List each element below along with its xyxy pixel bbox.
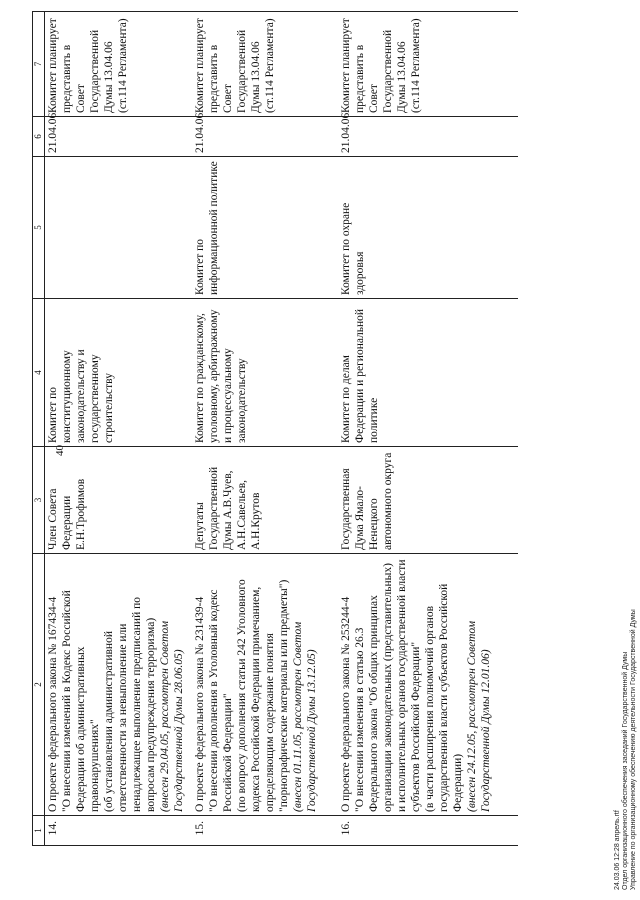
bills-table bbox=[32, 11, 518, 846]
directorate-name: Управление по организационному обеспечению деятельности Государственной Думы bbox=[630, 609, 637, 890]
column-number: 4 bbox=[33, 299, 45, 447]
row-number: 15. bbox=[192, 816, 338, 846]
bill-subject: (об установлении административной ответственности за невыполнение или ненадлежащее выполнение предписаний по вопросам предупреждения терроризма) bbox=[103, 596, 157, 812]
table-row bbox=[45, 12, 193, 846]
initiator: Государственная Дума Ямало-Ненецкого автономного округа bbox=[338, 447, 518, 554]
note: Комитет планирует представить в Совет Государственной Думы 13.04.06 (ст.114 Регламента) bbox=[338, 12, 518, 117]
file-info: 24.03.06 12:28 апрель.rtf bbox=[614, 810, 621, 890]
department-name: Отдел организационного обеспечения заседаний Государственной Думы bbox=[622, 651, 629, 890]
column-number: 5 bbox=[33, 157, 45, 299]
bill-title: О проекте федерального закона № 253244-4 bbox=[340, 596, 352, 812]
column-number: 7 bbox=[33, 12, 45, 117]
note: Комитет планирует представить в Совет Государственной Думы 13.04.06 (ст.114 Регламента) bbox=[192, 12, 338, 117]
column-number: 2 bbox=[33, 554, 45, 816]
responsible-committee: Комитет по конституционному законодательству и государственному строительству bbox=[45, 299, 193, 447]
bill-title: О проекте федерального закона № 231439-4 bbox=[194, 596, 206, 812]
date: 21.04.06 bbox=[45, 117, 193, 157]
column-number: 1 bbox=[33, 816, 45, 846]
row-number: 14. bbox=[45, 816, 193, 846]
responsible-committee: Комитет по делам Федерации и региональной политике bbox=[338, 299, 518, 447]
column-number-row bbox=[33, 12, 45, 846]
bill-description bbox=[192, 554, 338, 816]
bill-status: (внесен 29.04.05, рассмотрен Советом Государственной Думы 28.06.05) bbox=[159, 620, 185, 812]
bill-name: "О внесении изменений в Кодекс Российской Федерации об административных правонарушениях" bbox=[61, 590, 101, 812]
bill-subject: (в части расширения полномочий органов государственной власти субъектов Российской Федерации) bbox=[424, 583, 464, 812]
bill-title: О проекте федерального закона № 167434-4 bbox=[47, 596, 59, 812]
column-number: 3 bbox=[33, 447, 45, 554]
responsible-committee: Комитет по гражданскому, уголовному, арбитражному и процессуальному законодательству bbox=[192, 299, 338, 447]
table-row bbox=[338, 12, 518, 846]
co-committee: Комитет по охране здоровья bbox=[338, 157, 518, 299]
column-number: 6 bbox=[33, 117, 45, 157]
note: Комитет планирует представить в Совет Государственной Думы 13.04.06 (ст.114 Регламента) bbox=[45, 12, 193, 117]
bill-description bbox=[338, 554, 518, 816]
row-number: 16. bbox=[338, 816, 518, 846]
bill-status: (внесен 01.11.05, рассмотрен Советом Государственной Думы 13.12.05) bbox=[292, 621, 318, 812]
date: 21.04.06 bbox=[338, 117, 518, 157]
initiator: Депутаты Государственной Думы А.В.Чуев, А.Н.Савельев, А.Н.Крутов bbox=[192, 447, 338, 554]
date: 21.04.06 bbox=[192, 117, 338, 157]
bill-name: "О внесении изменения в статью 26.3 Федерального закона "Об общих принципах организации законодательных (представительных) и исполнительных органов государственной власти субъектов Российской Федерации" bbox=[354, 559, 422, 812]
table-row bbox=[192, 12, 338, 846]
co-committee: Комитет по информационной политике bbox=[192, 157, 338, 299]
bill-description bbox=[45, 554, 193, 816]
bill-status: (внесен 24.12.05, рассмотрен Советом Государственной Думы 12.01.06) bbox=[466, 620, 492, 812]
co-committee bbox=[45, 157, 193, 299]
bill-name: "О внесении дополнения в Уголовный кодекс Российской Федерации" bbox=[208, 589, 234, 812]
page-number: 40 bbox=[54, 445, 66, 456]
bill-subject: (по вопросу дополнения статьи 242 Уголовного кодекса Российской Федерации примечанием, определяющим содержание понятия "порнографические материалы или предметы") bbox=[236, 579, 290, 812]
initiator: Член Совета Федерации Е.Н.Трофимов bbox=[45, 447, 193, 554]
